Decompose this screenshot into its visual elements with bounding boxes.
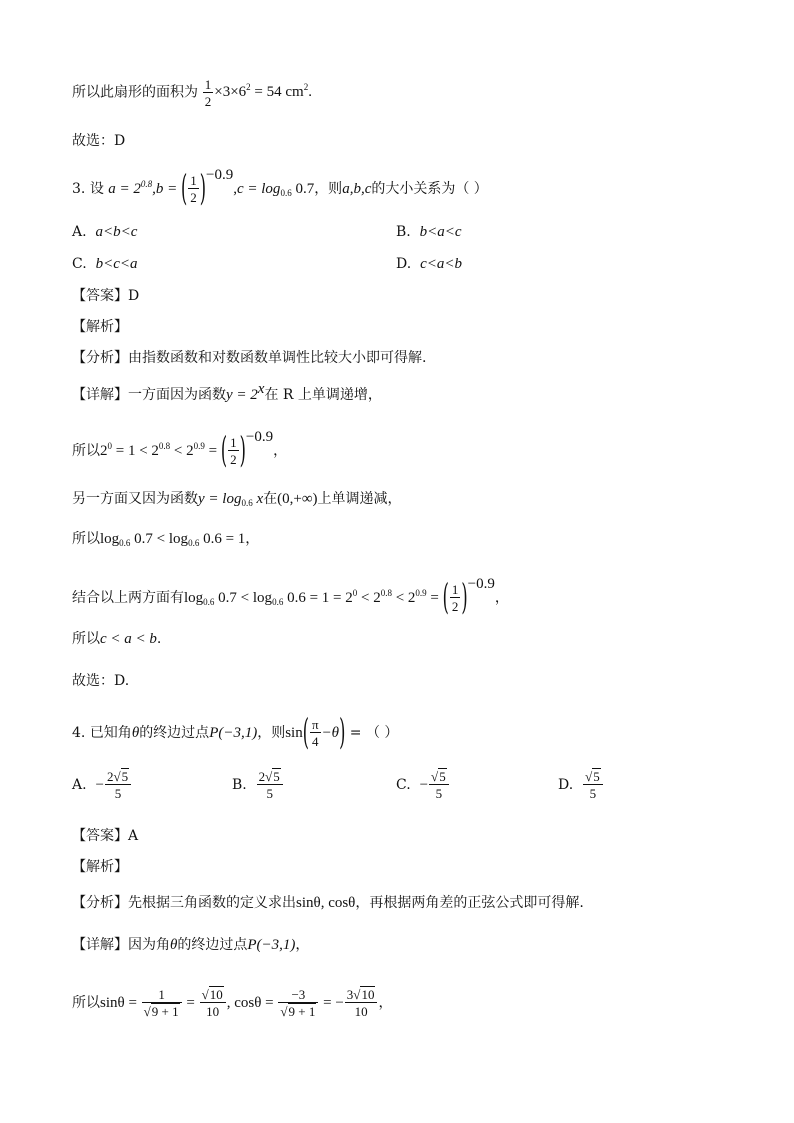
option-c[interactable]: C. − $\frac{√5}{5}$ <box>396 770 450 800</box>
option-c[interactable]: C. b<c<a <box>72 256 138 272</box>
answer-choice-line: 故选：D. <box>72 673 130 689</box>
option-b[interactable]: B. $\frac{2√5}{5}$ <box>232 770 284 800</box>
option-a[interactable]: A. a<b<c <box>72 224 138 240</box>
option-d[interactable]: D. $\frac{√5}{5}$ <box>558 770 604 800</box>
step-line: 所以sinθ = $\frac{1}{√9 + 1}$ = $\frac{√10}{10}$ , cosθ = $\frac{-3}{√9 + 1}$ = − $\frac{3√10}{10}$ ， <box>72 987 393 1019</box>
fraction: $\frac{1}{2}$ <box>204 77 212 109</box>
detail-3: 【详解】一方面因为函数$y = 2^x$在 R 上单调递增， <box>72 381 382 403</box>
area-line: 所以此扇形的面积为 $\frac{1}{2}$ $\times 3\times 6^2 = 54$ $cm^2$. <box>72 77 312 109</box>
answer-4: 【答案】A <box>72 828 139 844</box>
step-line: 所以$2^0 = 1 < 2^{0.8} < 2^{0.9}$ = ( $\frac{1}{2}$ )$^{-0.9}$， <box>72 429 288 471</box>
analysis-heading-4: 【解析】 <box>72 859 128 875</box>
step-line: 另一方面又因为函数$y = \log_{0.6} x$在(0,+∞)上单调递减， <box>72 491 402 508</box>
answer-3: 【答案】D <box>72 288 140 304</box>
question-4: 4. 已知角θ的终边过点P(−3,1)，则sin( $\frac{\pi}{4}$ −θ) = （ ） <box>72 711 399 753</box>
detail-4: 【详解】因为角θ的终边过点P(−3,1)， <box>72 937 310 953</box>
step-line: 结合以上两方面有$\log_{0.6} 0.7 < \log_{0.6} 0.6 = 1 = 2^0 < 2^{0.8} < 2^{0.9}$ = ( $\frac{1}{2}$ )$^{-0.9}$， <box>72 576 509 618</box>
question-3: 3. 设 $a = 2^{0.8},b$ = ( $\frac{1}{2}$ )$^{-0.9},c = \log_{0.6} 0.7$，则a,b,c的大小关系为（ ） <box>72 167 488 209</box>
analysis-heading-3: 【解析】 <box>72 319 128 335</box>
analysis-4: 【分析】先根据三角函数的定义求出sinθ, cosθ，再根据两角差的正弦公式即可得解. <box>72 895 584 911</box>
option-a[interactable]: A. − $\frac{2√5}{5}$ <box>72 770 132 800</box>
step-line: 所以c < a < b. <box>72 631 162 647</box>
analysis-3: 【分析】由指数函数和对数函数单调性比较大小即可得解. <box>72 350 427 366</box>
option-d[interactable]: D. c<a<b <box>396 256 462 272</box>
option-b[interactable]: B. b<a<c <box>396 224 462 240</box>
step-line: 所以$\log_{0.6} 0.7 < \log_{0.6} 0.6 = 1$， <box>72 531 260 548</box>
answer-choice-line: 故选：D <box>72 133 126 149</box>
text: 所以此扇形的面积为 <box>72 84 198 101</box>
